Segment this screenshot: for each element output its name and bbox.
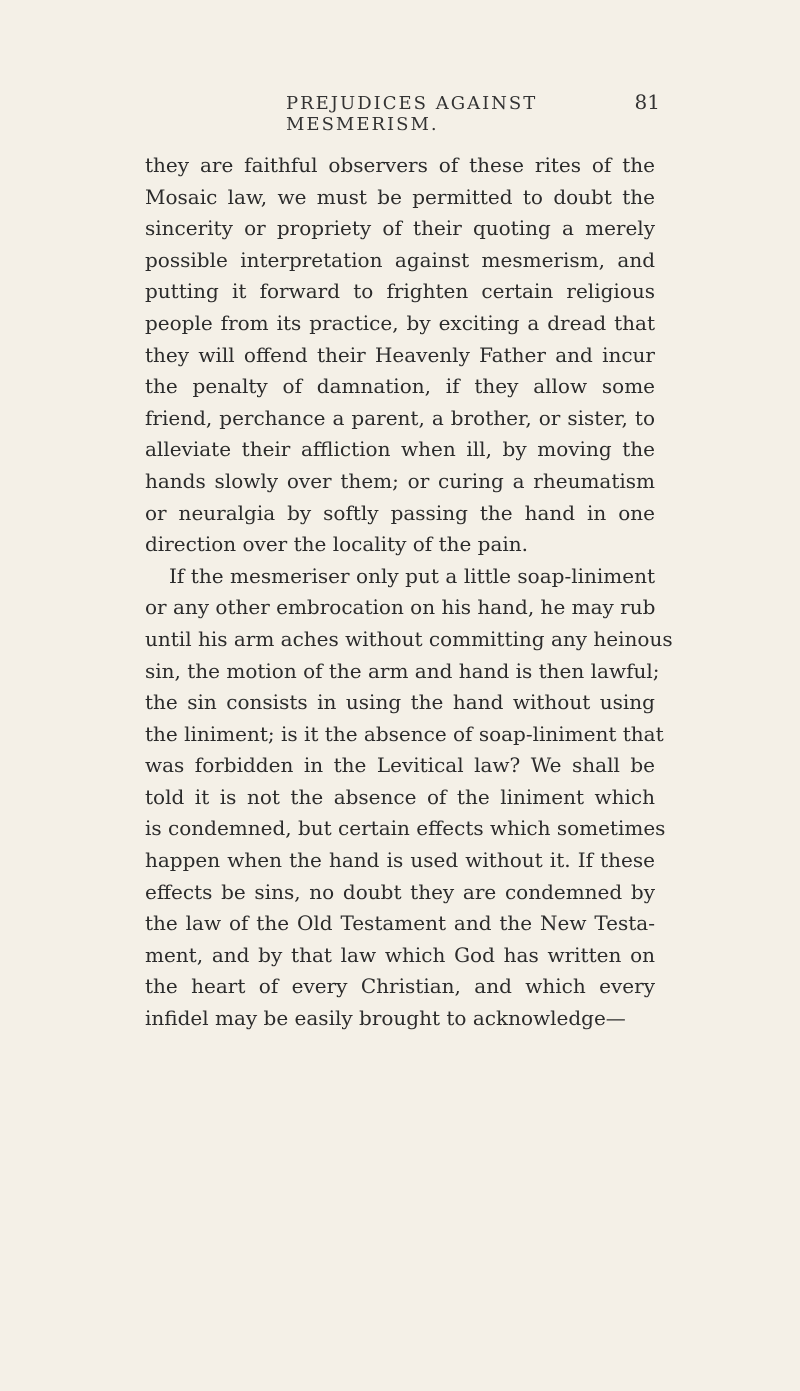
- text-line: they are faithful observers of these rites of the: [145, 153, 655, 177]
- text-line: sincerity or propriety of their quoting a merely: [145, 216, 655, 241]
- body-text: [145, 150, 673, 1035]
- text-line: told it is not the absence of the liniment which: [145, 784, 655, 809]
- text-line: was forbidden in the Levitical law? We shall be: [145, 753, 655, 778]
- text-line: people from its practice, by exciting a dread that: [145, 310, 655, 335]
- text-line: the law of the Old Testament and the New Testa-: [145, 911, 655, 936]
- text-line: sin, the motion of the arm and hand is then lawful;: [145, 658, 660, 683]
- text-line: they will offend their Heavenly Father and incur: [145, 342, 655, 367]
- text-line: the penalty of damnation, if they allow some: [145, 374, 655, 399]
- text-line: possible interpretation against mesmerism, and: [145, 247, 655, 272]
- page-number: 81: [634, 90, 660, 114]
- text-line: or any other embrocation on his hand, he may rub: [145, 595, 656, 620]
- text-line: friend, perchance a parent, a brother, or sister, to: [145, 405, 655, 430]
- text-line: If the mesmeriser only put a little soap-liniment: [169, 563, 655, 588]
- text-line: ment, and by that law which God has written on: [145, 942, 655, 967]
- text-line: infidel may be easily brought to acknowledge—: [145, 1006, 626, 1031]
- text-line: the heart of every Christian, and which every: [145, 974, 655, 999]
- text-line: direction over the locality of the pain.: [145, 532, 529, 557]
- text-line: is condemned, but certain effects which sometimes: [145, 816, 666, 841]
- text-line: happen when the hand is used without it. If these: [145, 848, 655, 873]
- text-line: or neuralgia by softly passing the hand in one: [145, 500, 655, 525]
- text-line: putting it forward to frighten certain religious: [145, 279, 655, 304]
- text-line: the sin consists in using the hand without using: [145, 690, 655, 715]
- page-header: [286, 90, 660, 135]
- text-line: Mosaic law, we must be permitted to doubt the: [145, 184, 655, 209]
- text-line: the liniment; is it the absence of soap-liniment that: [145, 721, 664, 746]
- text-line: hands slowly over them; or curing a rheumatism: [145, 468, 655, 493]
- text-line: effects be sins, no doubt they are condemned by: [145, 879, 655, 904]
- text-line: alleviate their affliction when ill, by moving the: [145, 437, 655, 462]
- running-title: PREJUDICES AGAINST MESMERISM.: [286, 93, 538, 135]
- text-line: until his arm aches without committing any heinous: [145, 626, 673, 651]
